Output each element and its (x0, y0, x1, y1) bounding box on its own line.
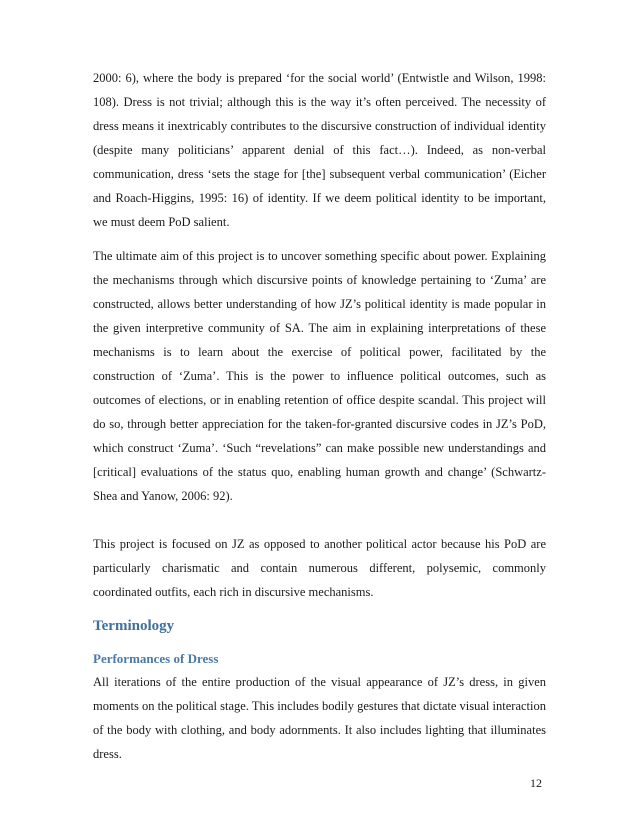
paragraph-project-aim: The ultimate aim of this project is to uncover something specific about power. Explaining the mechanisms through which discursive points of knowledge pertaining to ‘Zuma’ are constructed, allows better understanding of how JZ’s political identity is made popular in the given interpretive community of SA. The aim in explaining interpretations of these mechanisms is to learn about the exercise of political power, facilitated by the construction of ‘Zuma’. This is the power to influence political outcomes, such as outcomes of elections, or in enabling retention of office despite scandal. This project will do so, through better appreciation for the taken-for-granted discursive codes in JZ’s PoD, which construct ‘Zuma’. ‘Such “revelations” can make possible new understandings and [critical] evaluations of the status quo, enabling human growth and change’ (Schwartz-Shea and Yanow, 2006: 92). (93, 249, 546, 503)
subheading-performances-of-dress: Performances of Dress (93, 651, 219, 666)
paragraph-project-focus: This project is focused on JZ as opposed to another political actor because his PoD are particularly charismatic and contain numerous different, polysemic, commonly coordinated outfits, each rich in discursive mechanisms. (93, 537, 546, 599)
section-heading-terminology: Terminology (93, 618, 175, 634)
page-number: 12 (530, 776, 542, 790)
page-content (93, 66, 546, 766)
paragraph-dress-identity: 2000: 6), where the body is prepared ‘for the social world’ (Entwistle and Wilson, 1998: 108). Dress is not trivial; although this is the way it’s often perceived. The necessity of dress means it inextricably contributes to the discursive construction of individual identity (despite many politicians’ apparent denial of this fact…). Indeed, as non-verbal communication, dress ‘sets the stage for [the] subsequent verbal communication’ (Eicher and Roach-Higgins, 1995: 16) of identity. If we deem political identity to be important, we must deem PoD salient. (93, 71, 546, 229)
paragraph-definition: All iterations of the entire production of the visual appearance of JZ’s dress, in given moments on the political stage. This includes bodily gestures that dictate visual interaction of the body with clothing, and body adornments. It also includes lighting that illuminates dress. (93, 675, 546, 761)
